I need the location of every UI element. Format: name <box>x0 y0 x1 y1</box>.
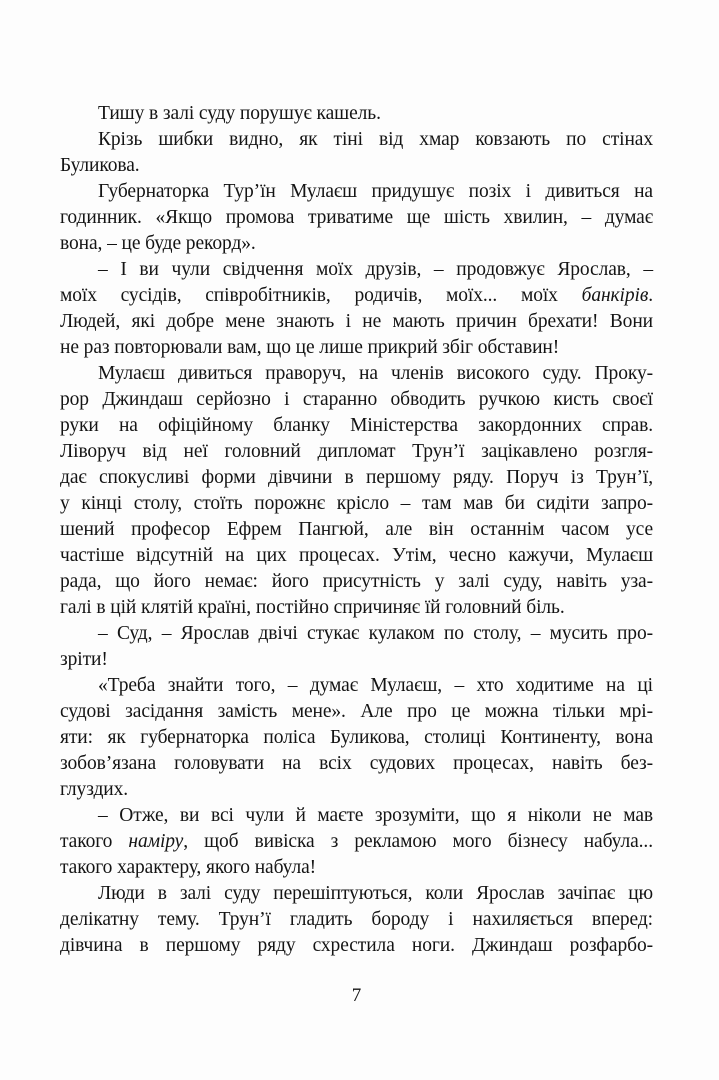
text-line <box>60 829 653 855</box>
text-line <box>60 335 653 361</box>
page-text <box>60 101 653 959</box>
paragraph <box>60 621 653 673</box>
text-run: зріти! <box>60 649 108 670</box>
emphasized-text-run: банкірів <box>581 285 649 306</box>
text-run: , щоб вивіска з рекламою мого бізнесу набула... <box>183 831 653 852</box>
text-run: не раз повторювали вам, що це лише прикрий збіг обставин! <box>60 337 560 358</box>
text-line <box>60 361 653 387</box>
text-run: Буликова. <box>60 155 140 176</box>
text-run: дає спокусливі форми дівчини в першому ряду. Поруч із Трун’ї, <box>60 467 653 488</box>
text-line <box>60 179 653 205</box>
text-line <box>60 231 653 257</box>
text-run: . <box>648 285 653 306</box>
text-run: частіше відсутній на цих процесах. Утім, чесно кажучи, Мулаєш <box>60 545 653 566</box>
text-run: Людей, які добре мене знають і не мають причин брехати! Вони <box>60 311 653 332</box>
text-line <box>60 621 653 647</box>
text-run: – Отже, ви всі чули й маєте зрозуміти, що я ніколи не мав <box>98 805 653 826</box>
text-line <box>60 595 653 621</box>
paragraph <box>60 803 653 881</box>
emphasized-text-run: наміру <box>128 831 184 852</box>
text-run: – Суд, – Ярослав двічі стукає кулаком по столу, – мусить про- <box>98 623 653 644</box>
text-run: галі в цій клятій країні, постійно спричиняє їй головний біль. <box>60 597 565 618</box>
text-line <box>60 153 653 179</box>
text-line <box>60 725 653 751</box>
text-run: у кінці столу, стоїть порожнє крісло – там мав би сидіти запро- <box>60 493 653 514</box>
text-run: яти: як губернаторка поліса Буликова, столиці Континенту, вона <box>60 727 653 748</box>
text-line <box>60 647 653 673</box>
text-run: зобов’язана головувати на всіх судових процесах, навіть без- <box>60 753 653 774</box>
text-line <box>60 283 653 309</box>
text-run: Губернаторка Тур’їн Мулаєш придушує позіх і дивиться на <box>98 181 653 202</box>
paragraph <box>60 127 653 179</box>
paragraph <box>60 881 653 959</box>
text-line <box>60 257 653 283</box>
text-line <box>60 933 653 959</box>
text-line <box>60 803 653 829</box>
text-run: моїх сусідів, співробітників, родичів, моїх... моїх <box>60 285 582 306</box>
text-run: Тишу в залі суду порушує кашель. <box>98 103 381 124</box>
text-line <box>60 699 653 725</box>
text-run: судові засідання замість мене». Але про це можна тільки мрі- <box>60 701 653 722</box>
text-run: вона, – це буде рекорд». <box>60 233 256 254</box>
text-line <box>60 205 653 231</box>
page-number: 7 <box>351 985 362 1006</box>
text-run: годинник. «Якщо промова триватиме ще шість хвилин, – думає <box>60 207 653 228</box>
text-run: «Треба знайти того, – думає Мулаєш, – хто ходитиме на ці <box>98 675 653 696</box>
paragraph <box>60 257 653 361</box>
paragraph <box>60 673 653 803</box>
text-line <box>60 569 653 595</box>
text-run: шений професор Ефрем Пангюй, але він останнім часом усе <box>60 519 653 540</box>
text-line <box>60 387 653 413</box>
text-line <box>60 881 653 907</box>
text-line <box>60 413 653 439</box>
text-run: рор Джиндаш серйозно і старанно обводить ручкою кисть своєї <box>60 389 653 410</box>
text-line <box>60 751 653 777</box>
text-run: такого <box>60 831 129 852</box>
text-run: глуздих. <box>60 779 129 800</box>
text-line <box>60 309 653 335</box>
text-run: рада, що його немає: його присутність у залі суду, навіть уза- <box>60 571 653 592</box>
paragraph <box>60 179 653 257</box>
paragraph <box>60 361 653 621</box>
text-line <box>60 491 653 517</box>
text-line <box>60 543 653 569</box>
text-line <box>60 127 653 153</box>
text-line <box>60 517 653 543</box>
text-run: Мулаєш дивиться праворуч, на членів високого суду. Проку- <box>98 363 653 384</box>
text-line <box>60 101 653 127</box>
text-run: делікатну тему. Трун’ї гладить бороду і нахиляється вперед: <box>60 909 653 930</box>
text-run: Крізь шибки видно, як тіні від хмар ковзають по стінах <box>98 129 653 150</box>
text-run: Люди в залі суду перешіптуються, коли Ярослав зачіпає цю <box>98 883 653 904</box>
text-run: – І ви чули свідчення моїх друзів, – продовжує Ярослав, – <box>98 259 653 280</box>
text-line <box>60 855 653 881</box>
text-run: дівчина в першому ряду схрестила ноги. Джиндаш розфарбо- <box>60 935 653 956</box>
text-line <box>60 777 653 803</box>
text-line <box>60 673 653 699</box>
text-line <box>60 465 653 491</box>
paragraph <box>60 101 653 127</box>
text-run: Ліворуч від неї головний дипломат Трун’ї зацікавлено розгля- <box>60 441 653 462</box>
text-line <box>60 439 653 465</box>
text-run: руки на офіційному бланку Міністерства закордонних справ. <box>60 415 653 436</box>
text-line <box>60 907 653 933</box>
text-run: такого характеру, якого набула! <box>60 857 317 878</box>
page-footer <box>60 984 653 1008</box>
